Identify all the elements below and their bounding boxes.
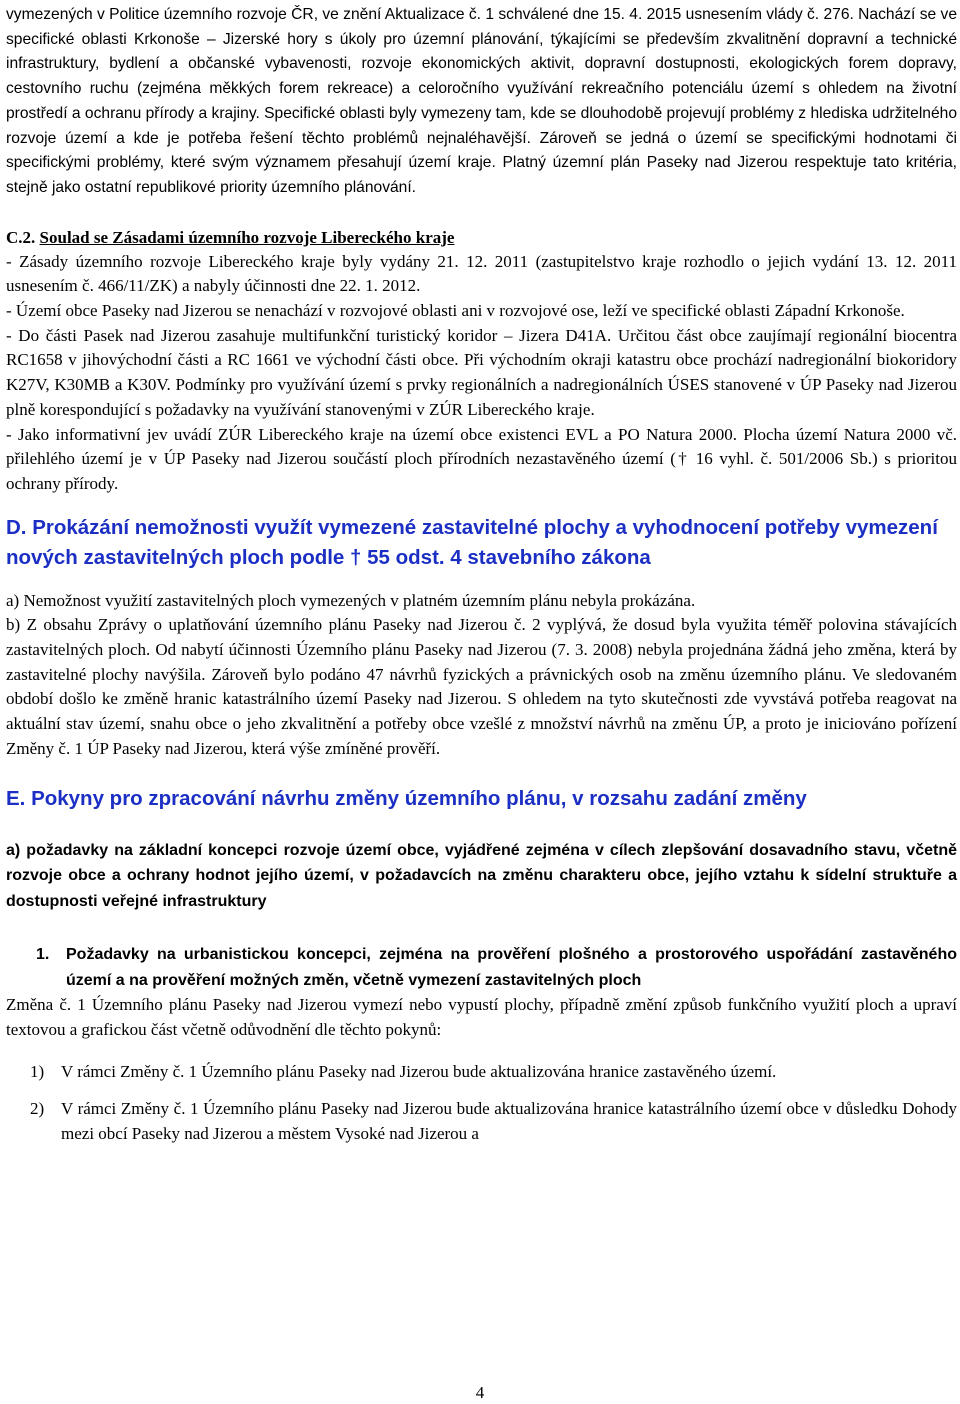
d-paragraph-b: b) Z obsahu Zprávy o uplatňování územního plánu Paseky nad Jizerou č. 2 vyplývá, že dosud byla využita téměř polovina stávajících zastavitelných ploch. Od nabytí účinnosti Územního plánu Paseky nad Jizerou (7. 3. 2008) nebyla projednána žádná jeho změna, která by zastavitelné plochy navýšila. Zároveň bylo podáno 47 návrhů fyzických a právnických osob na změnu územního plánu. Ve sledovaném období došlo ke změně hranic katastrálního území Paseky nad Jizerou. S ohledem na tyto skutečnosti zde vyvstává potřeba reagovat na aktuální stav území, snahu obce o jeho zkvalitnění a potřeby obce vzešlé z množství návrhů na změnu ÚP, a proto je iniciováno pořízení Změny č. 1 ÚP Paseky nad Jizerou, která výše zmíněné prověří. [6,615,957,758]
e-numbered-item-1 [6,942,957,993]
spacer [6,1042,957,1060]
list-item-text: V rámci Změny č. 1 Územního plánu Paseky nad Jizerou bude aktualizována hranice katastrálního území obce v důsledku Dohody mezi obcí Paseky nad Jizerou a městem Vysoké nad Jizerou a [61,1099,957,1143]
spacer [6,814,957,838]
spacer [6,573,957,589]
page-number: 4 [475,1383,485,1402]
section-c2-title: Soulad se Zásadami územního rozvoje Libereckého kraje [39,227,455,247]
list-item [6,1060,957,1085]
section-c2-prefix: C.2. [6,227,36,247]
list-item-number: 2) [30,1099,45,1119]
c2-paragraph-1: - Zásady územního rozvoje Libereckého kraje byly vydány 21. 12. 2011 (zastupitelstvo kraje rozhodlo o jejich vydání 13. 12. 2011 usnesením č. 466/11/ZK) a nabyly účinnosti dne 22. 1. 2012. [6,251,957,296]
spacer [6,762,957,784]
c2-paragraph-4: - Jako informativní jev uvádí ZÚR Libereckého kraje na území obce existenci EVL a PO Natura 2000. Plocha území Natura 2000 vč. přilehlého území je v ÚP Paseky nad Jizerou součástí ploch přírodních nezastavěného území († 16 vyhl. č. 501/2006 Sb.) s prioritou ochrany přírody. [6,424,957,493]
list-item [6,1097,957,1146]
document-page [6,0,957,1147]
list-item-number: 1) [30,1062,45,1082]
e-paragraph: Změna č. 1 Územního plánu Paseky nad Jizerou vymezí nebo vypustí plochy, případně změní způsob funkčního využití ploch a upraví textovou a grafickou část včetně odůvodnění dle těchto pokynů: [6,995,957,1039]
c2-paragraph-3: - Do části Pasek nad Jizerou zasahuje multifunkční turistický koridor – Jizera D41A. Určitou část obce zaujímají regionální biocentra RC1658 v jihovýchodní části a RC 1661 ve východní části obce. Při východním okraji katastru obce prochází nadregionální biokoridory K27V, K30MB a K30V. Podmínky pro využívání území s prvky regionálních a nadregionálních ÚSES stanovené v ÚP Paseky nad Jizerou plně korespondující s požadavky na využívání stanovenými v ZÚR Libereckého kraje. [6,325,957,419]
section-c2-heading [6,225,957,250]
section-e-heading: E. Pokyny pro zpracování návrhu změny územního plánu, v rozsahu zadání změny [6,786,807,810]
d-paragraph-a: a) Nemožnost využití zastavitelných ploch vymezených v platném územním plánu nebyla prokázána. [6,590,696,610]
intro-paragraph: vymezených v Politice územního rozvoje ČR, ve znění Aktualizace č. 1 schválené dne 15. 4. 2015 usnesením vlády č. 276. Nachází se ve specifické oblasti Krkonoše – Jizerské hory s úkoly pro územní plánování, týkajícími se především zkvalitnění dopravní a technické infrastruktury, bydlení a občanské vybavenosti, rozvoje ekonomických aktivit, dopravní dostupnosti, ekologických forem dopravy, cestovního ruchu (zejména měkkých forem rekreace) a celoročního využívání rekreačního potenciálu území s ohledem na životní prostředí a ochranu přírody a krajiny. Specifické oblasti byly vymezeny tam, kde se dlouhodobě projevují problémy z hlediska udržitelného rozvoje území a kde je potřeba řešení těchto problémů nejnaléhavější. Zároveň se jedná o území se specifickými hodnotami či specifickými problémy, které svým významem přesahují území kraje. Platný územní plán Paseky nad Jizerou respektuje tato kritéria, stejně jako ostatní republikové priority územního plánování. [6,6,957,196]
c2-paragraph-2: - Území obce Paseky nad Jizerou se nenachází v rozvojové oblasti ani v rozvojové ose, leží ve specifické oblasti Západní Krkonoše. [6,301,905,321]
spacer [6,914,957,942]
list-item-text: V rámci Změny č. 1 Územního plánu Paseky nad Jizerou bude aktualizována hranice zastavěného území. [61,1062,777,1082]
item-number: 1. [36,946,50,964]
e-subheading-a: a) požadavky na základní koncepci rozvoje území obce, vyjádřené zejména v cílech zlepšování dosavadního stavu, včetně rozvoje obce a ochrany hodnot jejího území, v požadavcích na změnu charakteru obce, jejího vztahu k sídelní struktuře a dostupnosti veřejné infrastruktury [6,841,957,910]
item-text: Požadavky na urbanistickou koncepci, zejména na prověření plošného a prostorového uspořádání zastavěného území a na prověření možných změn, včetně vymezení zastavitelných ploch [66,946,957,989]
section-d-heading: D. Prokázání nemožnosti využít vymezené zastavitelné plochy a vyhodnocení potřeby vymezení nových zastavitelných ploch podle † 55 odst. 4 stavebního zákona [6,515,938,569]
spacer [6,201,957,225]
spacer [6,1085,957,1097]
spacer [6,497,957,513]
